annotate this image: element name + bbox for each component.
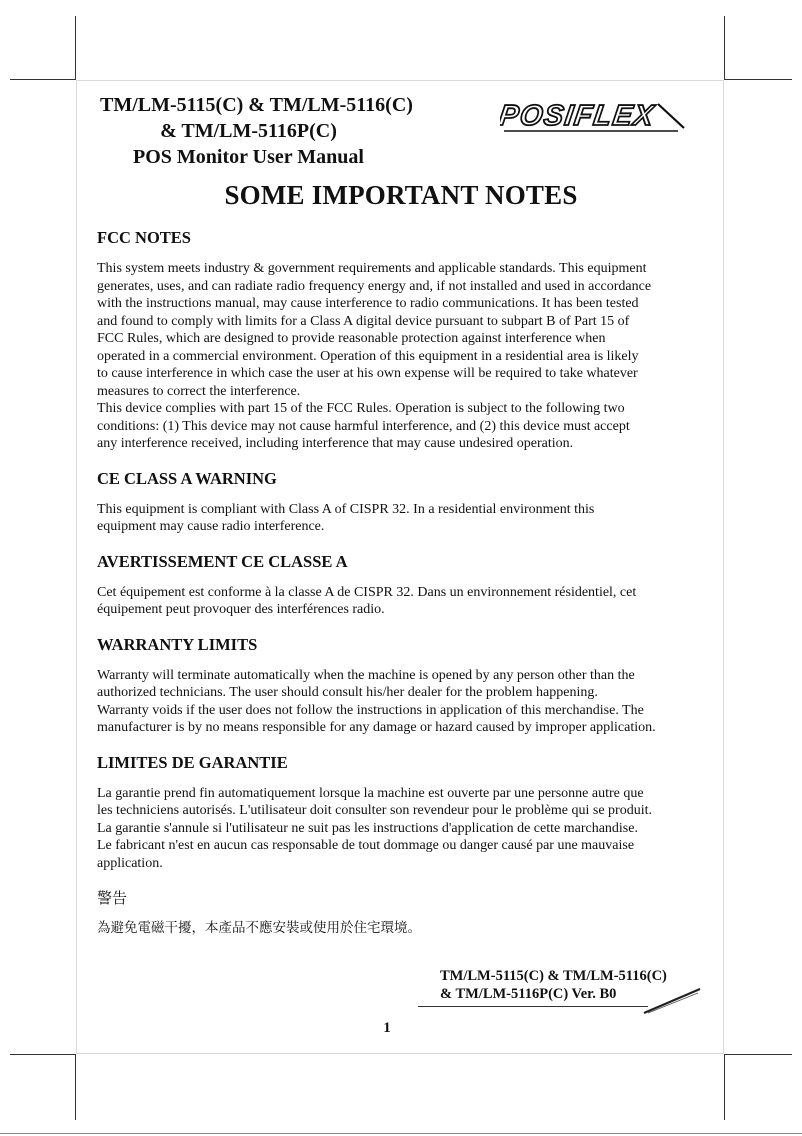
fcc-line: measures to correct the interference. — [97, 383, 301, 399]
limites-line: Le fabricant n'est en aucun cas responsable de tout dommage ou danger causé par une mauvaise — [97, 838, 635, 853]
ce-warning-heading: CE CLASS A WARNING — [97, 468, 277, 488]
pen-stroke-decoration — [640, 985, 704, 1015]
warranty-line: authorized technicians. The user should consult his/her dealer for the problem happening. — [97, 685, 598, 700]
warranty-limits-heading: WARRANTY LIMITS — [97, 634, 258, 654]
fcc-line: operated in a commercial environment. Operation of this equipment in a residential area is likely — [97, 348, 639, 364]
crop-mark — [10, 79, 76, 80]
limites-line: les techniciens autorisés. L'utilisateur doit consulter son revendeur pour le problème qui se produit. — [97, 803, 652, 818]
header-title-line2: & TM/LM-5116P(C) — [160, 120, 337, 142]
limites-garantie-body — [97, 785, 717, 873]
ce-line: equipment may cause radio interference. — [97, 519, 325, 534]
fcc-line: conditions: (1) This device may not cause harmful interference, and (2) this device must accept — [97, 418, 630, 434]
crop-mark — [724, 1054, 725, 1120]
fcc-notes-heading: FCC NOTES — [97, 228, 191, 247]
ce-warning-body — [97, 501, 717, 536]
fcc-line: to cause interference in which case the user at his own expense will be required to take whatever — [97, 366, 638, 381]
avertissement-heading: AVERTISSEMENT CE CLASSE A — [97, 551, 348, 571]
footer-rule — [418, 1006, 648, 1007]
warranty-line: Warranty will terminate automatically when the machine is opened by any person other than the — [97, 667, 635, 683]
footer-model-info — [440, 967, 667, 1003]
notes-content — [97, 226, 717, 938]
avertissement-body — [97, 584, 717, 619]
crop-mark — [75, 1054, 76, 1120]
fcc-line: FCC Rules, which are designed to provide reasonable protection against interference when — [97, 331, 606, 346]
chinese-warning-body: 為避免電磁干擾，本產品不應安裝或使用於住宅環境。 — [97, 920, 421, 936]
avert-line: Cet équipement est conforme à la classe A de CISPR 32. Dans un environnement résidentiel, cet — [97, 584, 637, 600]
fcc-notes-body — [97, 260, 717, 453]
page-title: SOME IMPORTANT NOTES — [224, 180, 578, 210]
avert-line: équipement peut provoquer des interférences radio. — [97, 602, 385, 617]
page-frame — [76, 80, 724, 81]
crop-mark — [724, 16, 725, 80]
crop-mark — [0, 1133, 802, 1134]
crop-mark — [75, 16, 76, 80]
warranty-line: Warranty voids if the user does not follow the instructions in application of this merchandise. The — [97, 702, 644, 718]
limites-line: La garantie prend fin automatiquement lorsque la machine est ouverte par une personne autre que — [97, 785, 644, 801]
crop-mark — [724, 1054, 792, 1055]
limites-line: application. — [97, 855, 163, 871]
fcc-line: any interference received, including interference that may cause undesired operation. — [97, 436, 574, 451]
footer-line2: & TM/LM-5116P(C) Ver. B0 — [440, 986, 617, 1002]
page-frame — [76, 80, 77, 1054]
crop-mark — [724, 79, 792, 80]
fcc-line: with the instructions manual, may cause interference to radio communications. It has been tested — [97, 296, 639, 311]
fcc-line: and found to comply with limits for a Class A digital device pursuant to subpart B of Part 15 of — [97, 313, 630, 329]
ce-line: This equipment is compliant with Class A of CISPR 32. In a residential environment this — [97, 501, 595, 517]
crop-mark — [10, 1054, 76, 1055]
warranty-line: manufacturer is by no means responsible for any damage or hazard caused by improper application. — [97, 720, 656, 735]
limites-line: La garantie s'annule si l'utilisateur ne suit pas les instructions d'application de cette marchandise. — [97, 820, 638, 836]
page-frame — [76, 1053, 724, 1054]
limites-garantie-heading: LIMITES DE GARANTIE — [97, 752, 288, 772]
fcc-line: This device complies with part 15 of the FCC Rules. Operation is subject to the following two — [97, 401, 625, 416]
footer-line1: TM/LM-5115(C) & TM/LM-5116(C) — [440, 968, 667, 984]
logo-wordmark: POSIFLEX — [500, 100, 657, 132]
header-subtitle: POS Monitor User Manual — [133, 146, 364, 168]
chinese-warning-heading: 警告 — [97, 889, 128, 907]
warranty-limits-body — [97, 667, 717, 737]
document-header — [96, 92, 441, 170]
posiflex-logo — [500, 96, 696, 136]
fcc-line: generates, uses, and can radiate radio frequency energy and, if not installed and used in accordance — [97, 278, 652, 294]
header-title-line1: TM/LM-5115(C) & TM/LM-5116(C) — [100, 94, 413, 116]
page-number: 1 — [383, 1020, 391, 1036]
fcc-line: This system meets industry & government requirements and applicable standards. This equipment — [97, 261, 647, 276]
page-frame — [723, 80, 724, 1054]
